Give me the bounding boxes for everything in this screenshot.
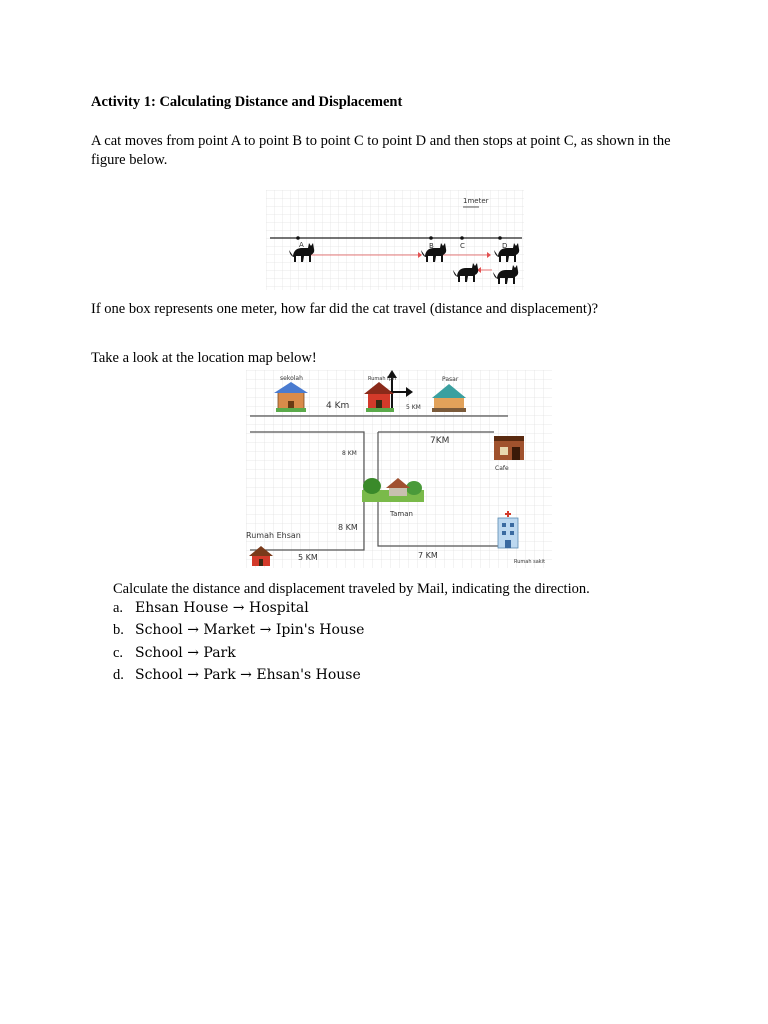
- school-label: sekolah: [280, 375, 303, 382]
- point-d-dot: [498, 236, 502, 240]
- point-a-label: A: [299, 241, 304, 249]
- task-instruction: Calculate the distance and displacement traveled by Mail, indicating the direction.: [113, 581, 590, 597]
- intro-paragraph: A cat moves from point A to point B to point C to point D and then stops at point C, as shown in the figure below.: [91, 133, 671, 168]
- point-d-label: D: [502, 242, 508, 250]
- item-text: School → Park: [135, 644, 236, 661]
- map-intro: Take a look at the location map below!: [91, 350, 317, 366]
- list-item: [113, 667, 364, 689]
- item-marker: d.: [113, 666, 124, 683]
- market-label: Pasar: [442, 376, 459, 383]
- ipin-house-label: Rumah Ipin: [368, 376, 397, 382]
- activity-title: Activity 1: Calculating Distance and Displacement: [91, 94, 403, 110]
- question-list: [113, 600, 364, 689]
- item-text: School → Park → Ehsan's House: [135, 666, 361, 683]
- point-b-label: B: [429, 242, 434, 250]
- point-c-label: C: [460, 242, 465, 250]
- point-b-dot: [429, 236, 433, 240]
- item-text: School → Market → Ipin's House: [135, 622, 365, 639]
- cafe-icon: [494, 436, 524, 460]
- ehsan-house-label: Rumah Ehsan: [246, 531, 301, 540]
- list-item: [113, 600, 364, 622]
- location-map-figure: [246, 370, 552, 568]
- point-c-dot: [460, 236, 464, 240]
- hospital-label: Rumah sakit: [514, 559, 546, 565]
- question-1: If one box represents one meter, how far did the cat travel (distance and displacement)?: [91, 301, 599, 317]
- list-item: [113, 645, 364, 667]
- list-item: [113, 622, 364, 644]
- cat-movement-figure: [266, 190, 524, 290]
- distance-lower-vertical: 8 KM: [338, 523, 358, 532]
- distance-school-ipin: 4 Km: [326, 401, 350, 411]
- cafe-label: Cafe: [495, 465, 509, 472]
- distance-bottom-right: 7 KM: [418, 551, 438, 560]
- distance-middle-vertical: 8 KM: [342, 450, 357, 457]
- distance-top-right: 7KM: [430, 436, 450, 446]
- item-marker: c.: [113, 644, 124, 661]
- item-marker: b.: [113, 622, 124, 639]
- park-label: Taman: [390, 510, 413, 518]
- item-text: Ehsan House → Hospital: [135, 600, 309, 616]
- distance-ipin-market: 5 KM: [406, 404, 421, 411]
- distance-bottom-left: 5 KM: [298, 553, 318, 562]
- scale-label: 1meter: [463, 197, 489, 205]
- point-a-dot: [296, 236, 300, 240]
- item-marker: a.: [113, 600, 124, 616]
